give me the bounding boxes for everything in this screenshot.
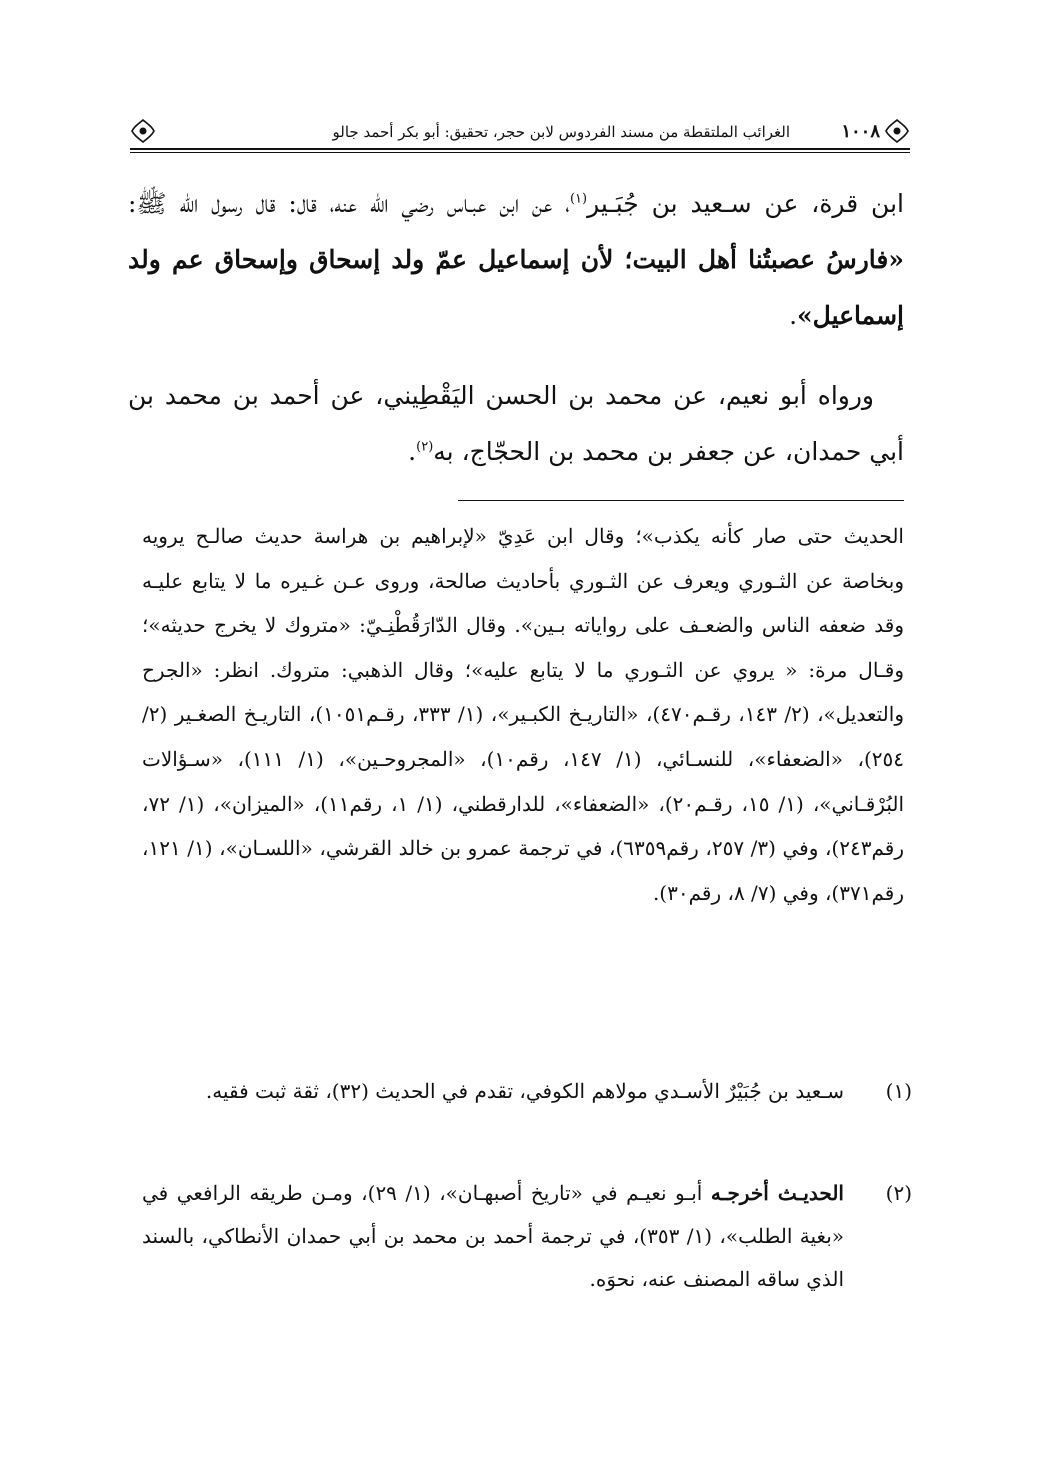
footnote-continued: الحديث حتى صار كأنه يكذب»؛ وقال ابن عَدِيّ «لإبراهيم بن هراسة حديث صالـح يرويه وبخاصة عن الثـوري ويعرف عن الثـوري بأحاديث صالحة، وروى عـن غـيره ما لا يتابع عليـه وقد ضعفه الناس والضعـف على رواياته بـين». وقال الدّارَقُطْنِـيّ: «متروك لا يخرج حديثه»؛ وقـال مرة: « يروي عن الثـوري ما لا يتابع عليه»؛ وقال الذهبي: متروك. انظر: «الجرح والتعديل»، (٢/ ١٤٣، رقـم٤٧٠)، «التاريـخ الكبـير»، (١/ ٣٣٣، رقـم١٠٥١)، التاريـخ الصغـير (٢/ ٢٥٤)، «الضعفاء»، للنسـائي، (١/ ١٤٧، رقم١٠)، «المجروحـين»، (١/ ١١١)، «سـؤالات البُرْقـاني»، (١/ ١٥، رقـم٢٠)، «الضعفاء»، للدارقطني، (١/ ١، رقم١١)، «الميزان»، (١/ ٧٢، رقم٢٤٣)، وفي (٣/ ٢٥٧، رقم٦٣٥٩)، في ترجمة عمرو بن خالد القرشي، «اللسـان»، (١/ ١٢١، رقم٣٧١)، وفي (٧/ ٨، رقم٣٠). xyxy=(142,524,905,905)
header-rule-thin xyxy=(130,152,910,153)
ornament-icon xyxy=(884,118,910,144)
paragraph-hadith xyxy=(128,176,904,344)
narration-chain: ابن قرة، عن سـعيد بن جُبَـير xyxy=(587,189,904,218)
footnote-ref-2: (٢) xyxy=(416,439,434,455)
running-title: الغرائب الملتقطة من مسند الفردوس لابن حجر، تحقيق: أبو بكر أحمد جالو xyxy=(332,123,790,141)
footnote-1 xyxy=(142,1070,912,1113)
footnote-text: سـعيد بن جُبَيْرٌ الأسـدي مولاهم الكوفي، تقدم في الحديث (٣٢)، ثقة ثبت فقيه. xyxy=(205,1079,844,1103)
footnote-lead: الحديـث أخرجـه xyxy=(710,1181,844,1205)
narration-text: ورواه أبو نعيم، عن محمد بن الحسن اليَقْطِيني، عن أحمد بن محمد بن أبي حمدان، عن جعفر بن محمد بن الحجّاج، به xyxy=(128,381,904,466)
footnote-body: أبـو نعيـم في «تاريخ أصبهـان»، (١/ ٢٩)، ومـن طريقه الرافعي في «بغية الطلب»، (١/ ٣٥٣)، في ترجمة أحمد بن محمد بن أبي حمدان الأنطاكي، بالسند الذي ساقه المصنف عنه، نحوَه. xyxy=(142,1181,844,1291)
page-number: ١٠٠٨ xyxy=(841,121,880,142)
header-rule xyxy=(130,148,910,150)
footnote-text xyxy=(142,1172,844,1301)
footnote-2 xyxy=(142,1172,912,1301)
narration-intro: ، عن ابن عبـاس رضي الله عنه، قال: قال رسول الله ﷺ: xyxy=(128,189,570,218)
hadith-text: «فارسُ عصبتُنا أهل البيت؛ لأن إسماعيل عمّ ولد إسحاق وإسحاق عم ولد إسماعيل» xyxy=(128,245,904,330)
footnote-ref-1: (١) xyxy=(569,191,588,207)
punctuation: . xyxy=(789,301,798,330)
main-text xyxy=(128,176,904,480)
page-header xyxy=(130,118,910,152)
footnote-number: (١) xyxy=(885,1079,912,1103)
paragraph-narration xyxy=(128,368,904,480)
footnote-separator xyxy=(458,500,904,501)
footnote-number: (٢) xyxy=(885,1181,912,1205)
ornament-icon xyxy=(130,118,156,144)
punctuation: . xyxy=(408,437,417,466)
